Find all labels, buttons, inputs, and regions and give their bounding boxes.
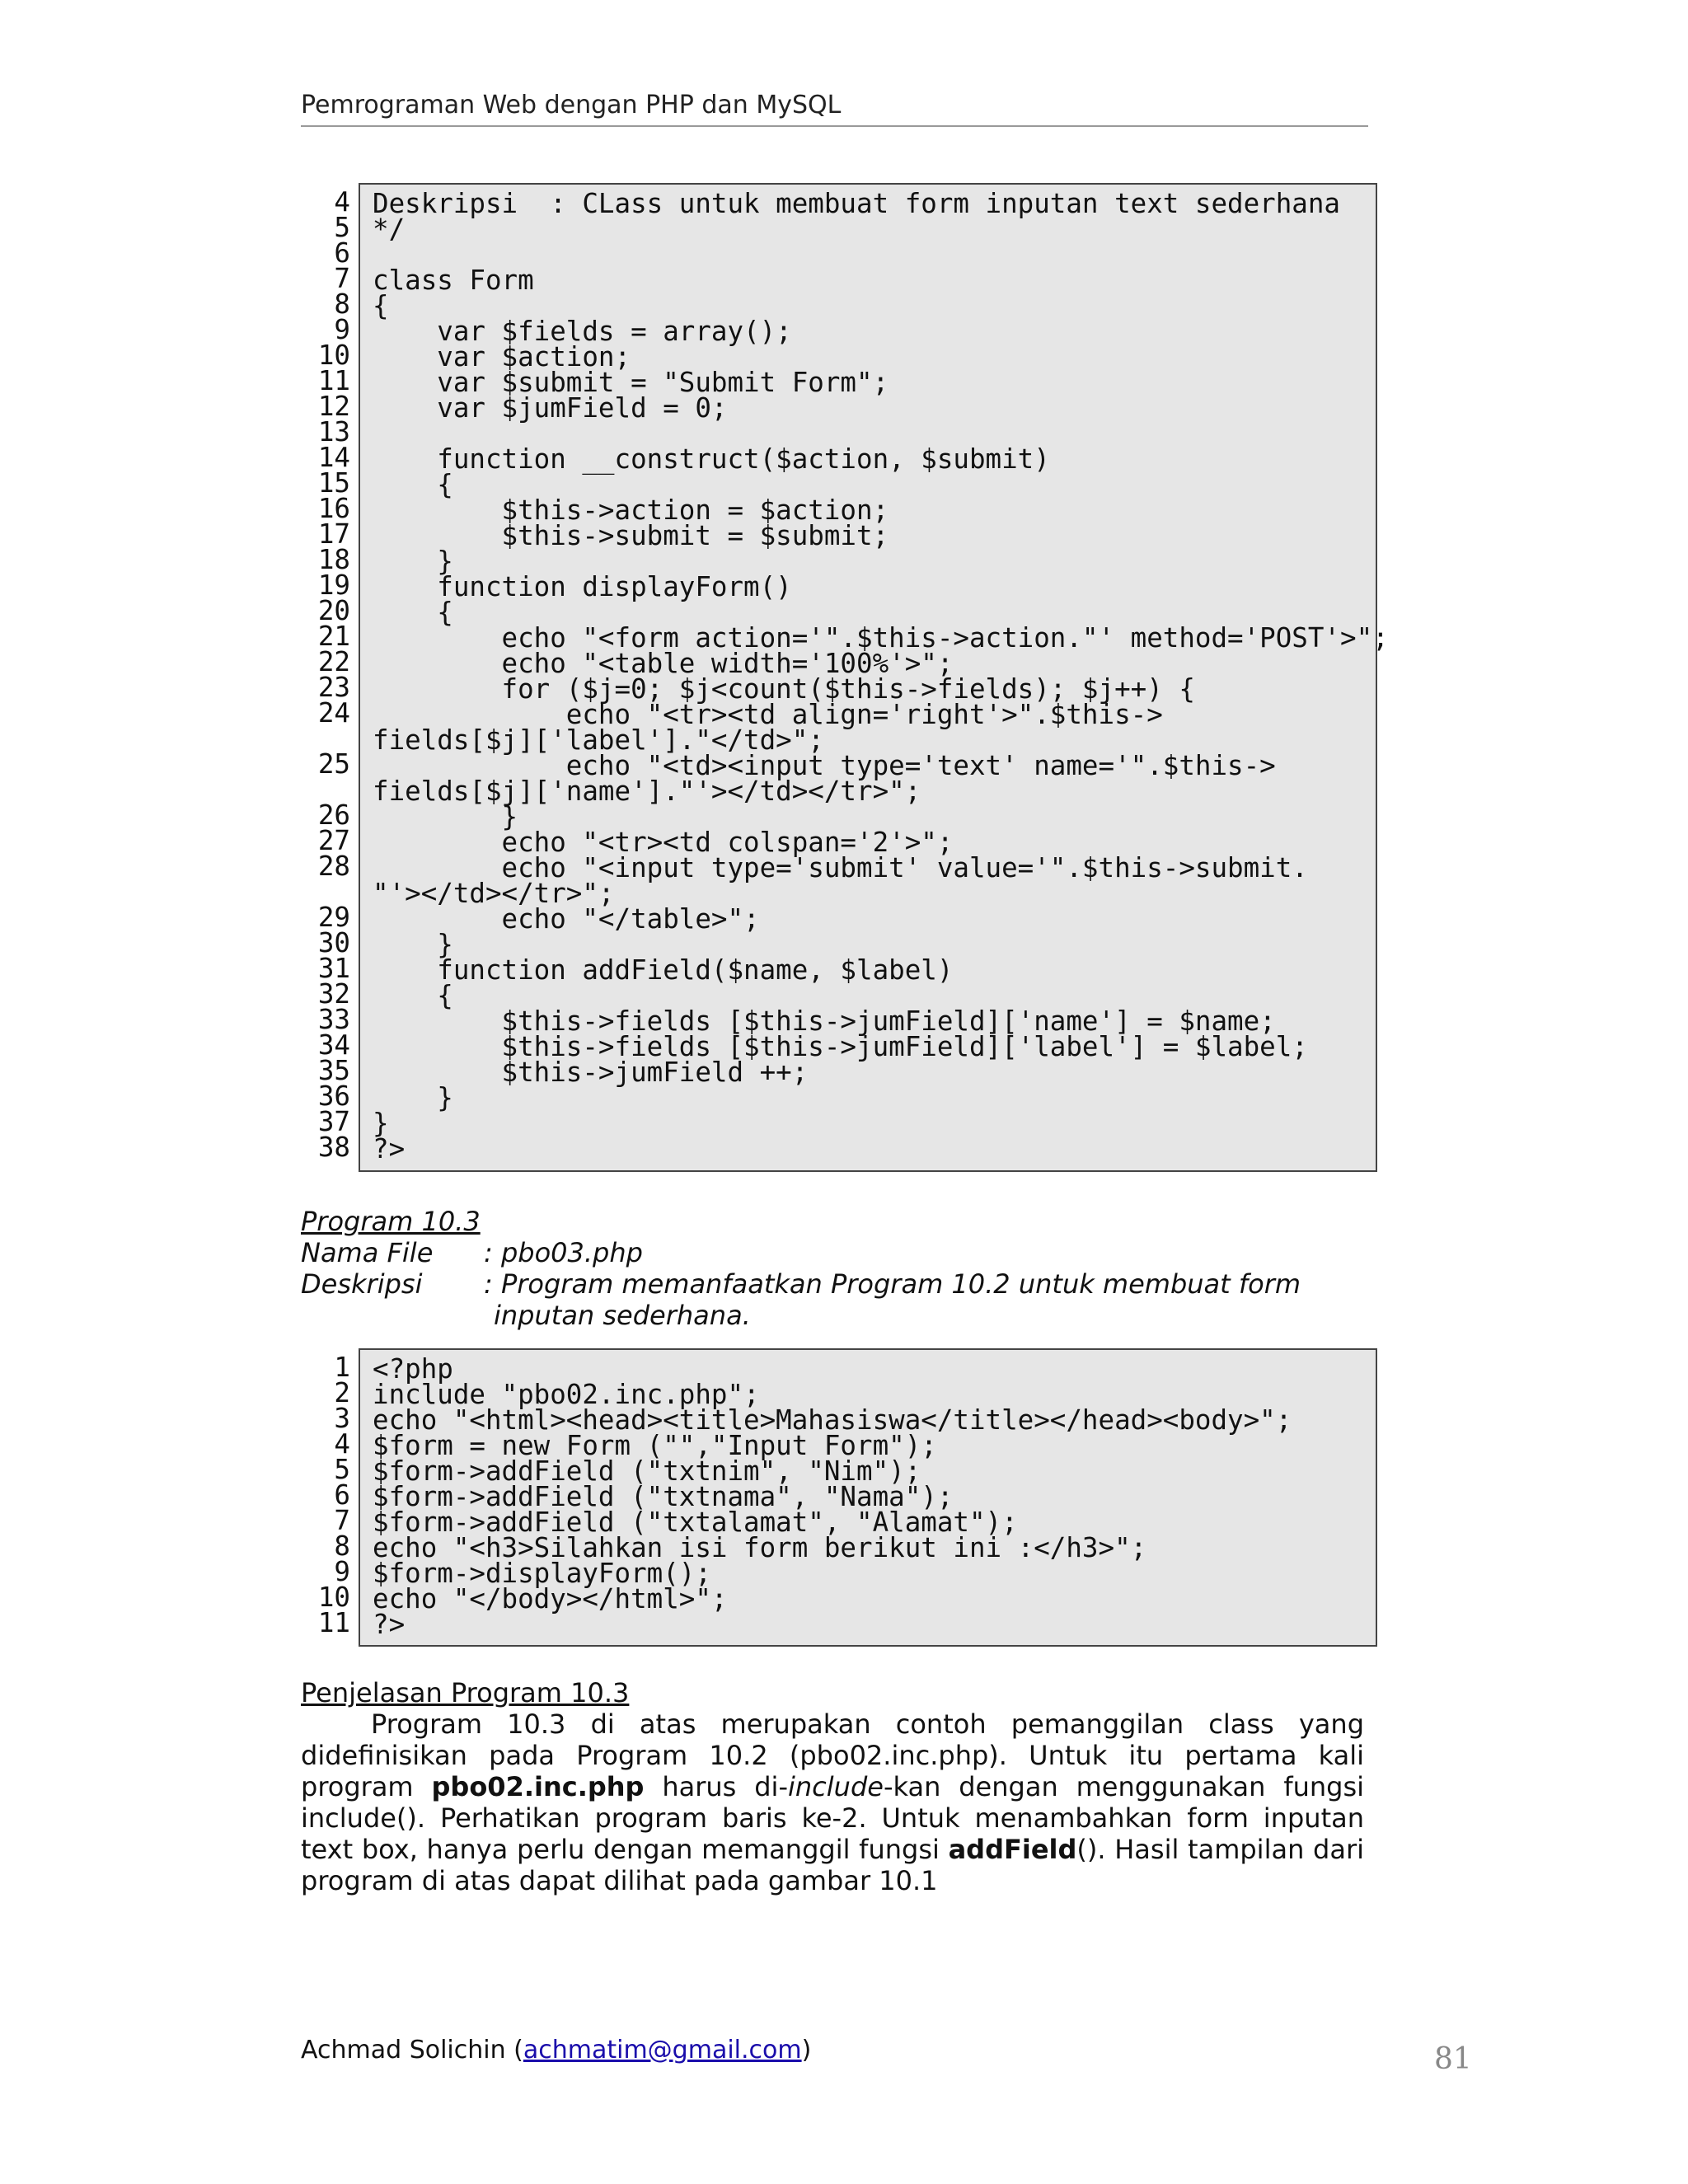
line-number: 12	[317, 391, 350, 422]
line-number: 15	[317, 467, 350, 499]
line-number: 30	[317, 927, 350, 958]
explanation-section	[301, 1677, 1364, 1896]
line-number: 22	[317, 646, 350, 677]
line-number: 34	[317, 1029, 350, 1061]
code-line: $this->submit = $submit;	[373, 520, 889, 551]
line-number: 31	[317, 953, 350, 984]
program-title: Program 10.3	[301, 1206, 481, 1237]
line-number: 18	[317, 544, 350, 575]
line-number: 28	[317, 851, 350, 882]
line-number: 26	[317, 799, 350, 831]
line-numbers	[301, 1352, 350, 1638]
line-number: 1	[334, 1352, 350, 1383]
code-line: {	[373, 980, 453, 1011]
code-line: $form->addField ("txtnim", "Nim");	[373, 1455, 921, 1487]
line-number: 21	[317, 621, 350, 652]
file-value: : pbo03.php	[484, 1237, 643, 1268]
code-line: $this->action = $action;	[373, 494, 889, 526]
code-line: $this->fields [$this->jumField]['name'] = $name;	[373, 1005, 1276, 1037]
explanation-paragraph: Program 10.3 di atas merupakan contoh pemanggilan class yang didefinisikan pada Program 10.2 (pbo02.inc.php). Untuk itu pertama kali program pbo02.inc.php harus di-include-kan dengan menggunakan fungsi include(). Perhatikan program baris ke-2. Untuk menambahkan form inputan text box, hanya perlu dengan memanggil fungsi addField(). Hasil tampilan dari program di atas dapat dilihat pada gambar 10.1	[301, 1708, 1365, 1896]
bold-filename: pbo02.inc.php	[431, 1771, 645, 1802]
line-number: 33	[317, 1004, 350, 1035]
line-number: 29	[317, 902, 350, 933]
code-line: include "pbo02.inc.php";	[373, 1379, 760, 1410]
code-text	[373, 188, 1389, 1165]
line-number: 4	[334, 1428, 350, 1460]
line-number: 23	[317, 672, 350, 703]
line-number: 7	[334, 263, 350, 294]
code-line: echo "<form action='".$this->action."' method='POST'>";	[373, 622, 1389, 654]
line-number: 7	[334, 1505, 350, 1536]
italic-include: include	[788, 1771, 884, 1802]
line-number: 38	[317, 1132, 350, 1163]
code-line: {	[373, 290, 389, 321]
code-line: echo "<h3>Silahkan isi form berikut ini :</h3>";	[373, 1532, 1147, 1563]
page-footer	[301, 2034, 811, 2067]
line-number: 17	[317, 518, 350, 550]
code-text	[373, 1353, 1292, 1640]
code-line: echo "<table width='100%'>";	[373, 648, 954, 679]
line-number: 16	[317, 493, 350, 524]
line-number: 2	[334, 1377, 350, 1408]
line-number: 10	[317, 340, 350, 371]
footer-author: Achmad Solichin (	[301, 2036, 523, 2064]
explanation-title: Penjelasan Program 10.3	[301, 1677, 630, 1708]
code-box-content	[359, 183, 1389, 1172]
line-number: 9	[334, 314, 350, 345]
line-number: 5	[334, 212, 350, 243]
code-line: $form = new Form ("","Input Form");	[373, 1430, 937, 1461]
line-number: 14	[317, 442, 350, 473]
line-number: 9	[334, 1556, 350, 1587]
code-line: var $submit = "Submit Form";	[373, 367, 889, 398]
line-number: 3	[334, 1403, 350, 1434]
code-line: }	[373, 1082, 453, 1113]
code-line: echo "<tr><td align='right'>".$this->	[373, 699, 1163, 730]
line-number: 37	[317, 1106, 350, 1137]
code-line: var $fields = array();	[373, 316, 792, 347]
code-line: var $action;	[373, 341, 631, 373]
line-number: 11	[317, 365, 350, 396]
desc-value: : Program memanfaatkan Program 10.2 untuk membuat form	[484, 1268, 1301, 1300]
desc-label: Deskripsi	[301, 1268, 423, 1300]
code-line: class Form	[373, 265, 534, 296]
line-number: 32	[317, 978, 350, 1010]
line-number: 8	[334, 288, 350, 320]
code-line: }	[373, 929, 453, 960]
code-line: echo "<tr><td colspan='2'>";	[373, 827, 954, 858]
code-line: }	[373, 546, 453, 577]
line-number: 27	[317, 825, 350, 856]
bold-function: addField	[948, 1834, 1077, 1865]
footer-close: )	[801, 2036, 812, 2064]
file-label: Nama File	[301, 1237, 434, 1268]
line-numbers	[301, 186, 350, 1163]
code-box-content	[359, 1348, 1377, 1647]
code-line: var $jumField = 0;	[373, 392, 728, 424]
line-number: 19	[317, 569, 350, 601]
code-line: $form->addField ("txtnama", "Nama");	[373, 1481, 954, 1512]
code-line: "'></td></tr>";	[373, 878, 615, 909]
line-number: 36	[317, 1080, 350, 1112]
code-line: $form->displayForm();	[373, 1558, 711, 1589]
line-number: 20	[317, 595, 350, 626]
footer-email-link[interactable]: achmatim@gmail.com	[523, 2036, 802, 2064]
code-line: <?php	[373, 1353, 453, 1385]
page-number: 81	[1434, 2042, 1472, 2076]
line-number: 10	[317, 1582, 350, 1613]
code-line: $this->fields [$this->jumField]['label'] = $label;	[373, 1031, 1308, 1062]
line-number: 5	[334, 1454, 350, 1485]
code-line: function __construct($action, $submit)	[373, 443, 1050, 475]
code-line: }	[373, 1108, 389, 1139]
code-line: echo "</body></html>";	[373, 1583, 728, 1615]
code-line: for ($j=0; $j<count($this->fields); $j++) {	[373, 673, 1195, 705]
code-line: echo "<html><head><title>Mahasiswa</title></head><body>";	[373, 1404, 1292, 1436]
line-number: 35	[317, 1055, 350, 1086]
code-line: $this->jumField ++;	[373, 1057, 809, 1088]
line-number: 6	[334, 1479, 350, 1511]
desc-value-2: inputan sederhana.	[494, 1300, 751, 1331]
code-line: Deskripsi : CLass untuk membuat form inputan text sederhana	[373, 188, 1340, 219]
code-line: function addField($name, $label)	[373, 954, 954, 986]
code-line: echo "<td><input type='text' name='".$this->	[373, 750, 1276, 781]
code-line: echo "</table>";	[373, 903, 760, 935]
line-number: 25	[317, 748, 350, 780]
page-header: Pemrograman Web dengan PHP dan MySQL	[301, 89, 1368, 127]
code-line: fields[$j]['label']."</td>";	[373, 724, 824, 756]
code-line: $form->addField ("txtalamat", "Alamat");	[373, 1507, 1018, 1538]
code-line: ?>	[373, 1609, 406, 1640]
code-line: echo "<input type='submit' value='".$this->submit.	[373, 852, 1308, 883]
code-line: }	[373, 801, 518, 832]
code-line: */	[373, 213, 406, 245]
line-number: 6	[334, 237, 350, 269]
code-line: function displayForm()	[373, 571, 792, 602]
line-number: 4	[334, 186, 350, 218]
code-line: {	[373, 597, 453, 628]
line-number: 8	[334, 1530, 350, 1562]
code-line: ?>	[373, 1133, 406, 1165]
code-line: {	[373, 469, 453, 500]
line-number: 24	[317, 697, 350, 729]
line-number: 13	[317, 416, 350, 448]
code-line: fields[$j]['name']."'></td></tr>";	[373, 776, 921, 807]
line-number: 11	[317, 1607, 350, 1638]
